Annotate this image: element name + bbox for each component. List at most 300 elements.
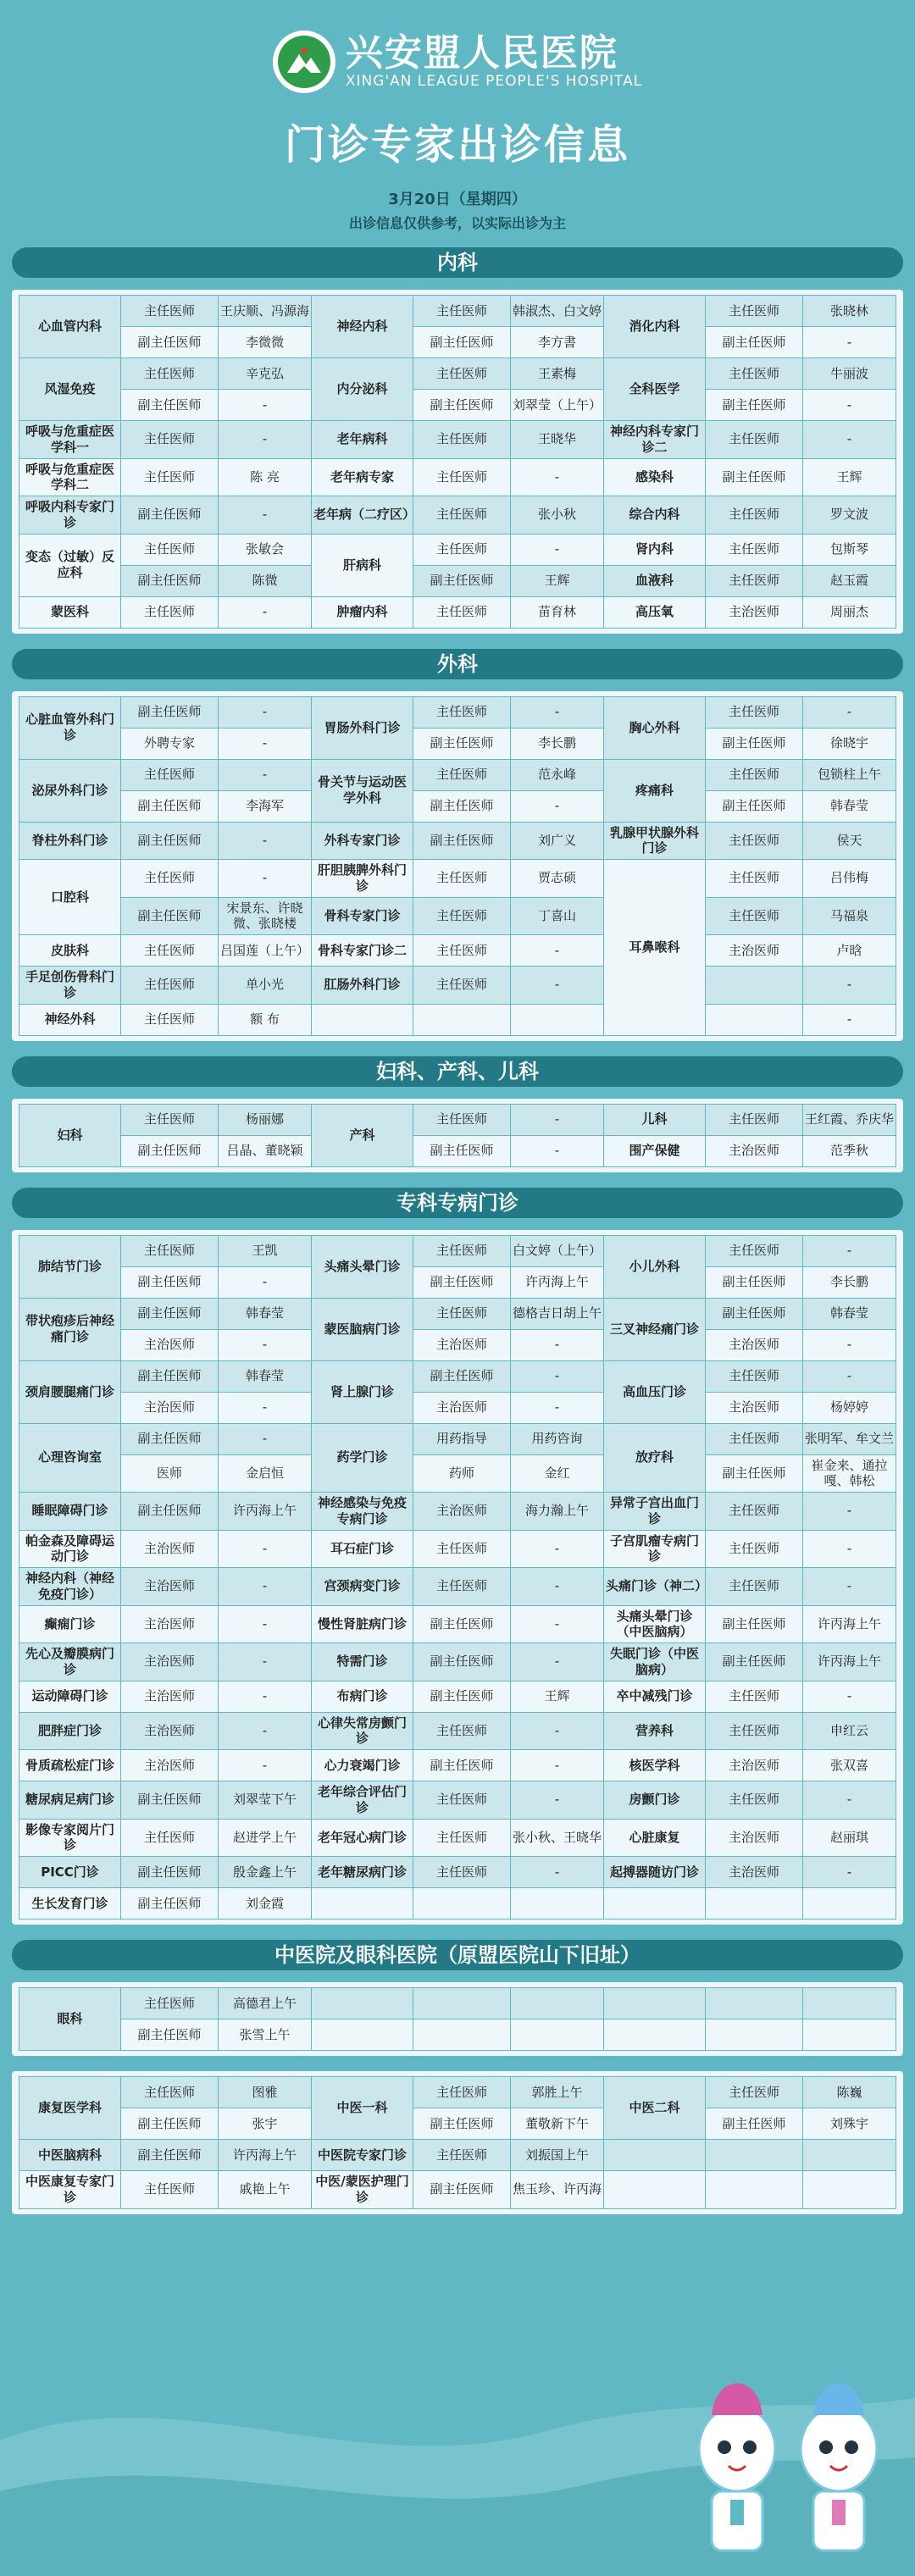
department-cell: 肾上腺门诊: [312, 1360, 413, 1423]
schedule-cell: -: [803, 390, 896, 421]
department-cell: 高压氧: [604, 596, 706, 628]
department-cell: 老年冠心病门诊: [312, 1819, 413, 1857]
schedule-cell: 用药咨询: [511, 1423, 604, 1454]
schedule-cell: 陈 亮: [219, 458, 312, 496]
schedule-cell: -: [219, 759, 312, 790]
schedule-cell: 包斯琴: [803, 534, 896, 565]
schedule-cell: -: [803, 1530, 896, 1568]
schedule-cell: 副主任医师: [413, 728, 511, 759]
department-cell: 宫颈病变门诊: [312, 1568, 413, 1606]
department-cell: 核医学科: [604, 1750, 706, 1781]
schedule-cell: 主任医师: [121, 1988, 219, 2019]
schedule-cell: 许丙海上午: [219, 1493, 312, 1531]
schedule-cell: 副主任医师: [121, 696, 219, 728]
schedule-cell: 辛克弘: [219, 358, 312, 390]
table-row: [19, 1857, 896, 1888]
table-row: [19, 421, 896, 459]
schedule-cell: 副主任医师: [121, 1888, 219, 1920]
schedule-table-panel: [12, 2071, 903, 2214]
schedule-cell: 主任医师: [413, 296, 511, 327]
schedule-cell: 王庆顺、冯源海: [219, 296, 312, 327]
table-row: [19, 1266, 896, 1298]
department-cell: 高血压门诊: [604, 1360, 706, 1423]
department-cell: 肝胆胰脾外科门诊: [312, 860, 413, 898]
department-cell: 中医院专家门诊: [312, 2140, 413, 2171]
schedule-cell: 副主任医师: [121, 2019, 219, 2051]
schedule-cell: 王晓华: [511, 421, 604, 459]
schedule-cell: -: [219, 822, 312, 860]
schedule-cell: 主任医师: [121, 296, 219, 327]
department-cell: 脊柱外科门诊: [19, 822, 121, 860]
schedule-cell: 副主任医师: [413, 390, 511, 421]
department-cell: 老年病科: [312, 421, 413, 459]
department-cell: 特需门诊: [312, 1643, 413, 1681]
schedule-cell: 主任医师: [413, 1712, 511, 1750]
logo-row: [0, 30, 915, 93]
schedule-cell: 主任医师: [706, 1423, 803, 1454]
department-cell: [604, 2140, 706, 2171]
schedule-cell: 主任医师: [706, 897, 803, 935]
schedule-cell: 主任医师: [706, 1681, 803, 1712]
department-cell: 中医二科: [604, 2077, 706, 2140]
schedule-cell: 李方書: [511, 327, 604, 358]
department-cell: 睡眠障碍门诊: [19, 1493, 121, 1531]
schedule-cell: 副主任医师: [706, 458, 803, 496]
department-cell: 乳腺甲状腺外科门诊: [604, 822, 706, 860]
table-row: [19, 1493, 896, 1531]
department-cell: [312, 2019, 413, 2051]
schedule-cell: 主治医师: [706, 935, 803, 967]
schedule-cell: 主任医师: [413, 358, 511, 390]
schedule-cell: -: [803, 696, 896, 728]
table-row: [19, 1392, 896, 1423]
table-row: [19, 1104, 896, 1135]
schedule-cell: [803, 2171, 896, 2209]
department-cell: 心律失常房颤门诊: [312, 1712, 413, 1750]
schedule-cell: [706, 1888, 803, 1920]
department-cell: 子宫肌瘤专病门诊: [604, 1530, 706, 1568]
schedule-table: [19, 1235, 896, 1920]
department-cell: 心力衰竭门诊: [312, 1750, 413, 1781]
logo-emblem: [278, 36, 330, 88]
schedule-cell: 主治医师: [706, 1329, 803, 1360]
schedule-cell: 副主任医师: [121, 327, 219, 358]
table-row: [19, 897, 896, 935]
department-cell: 先心及瓣膜病门诊: [19, 1643, 121, 1681]
table-row: [19, 696, 896, 728]
department-cell: 妇科: [19, 1104, 121, 1166]
mascot-left: [699, 2384, 775, 2551]
department-cell: [312, 1888, 413, 1920]
department-cell: 影像专家阅片门诊: [19, 1819, 121, 1857]
table-row: [19, 1530, 896, 1568]
department-cell: 血液科: [604, 565, 706, 596]
schedule-cell: 张小秋: [511, 496, 604, 535]
department-cell: 围产保健: [604, 1135, 706, 1166]
department-cell: 肺结节门诊: [19, 1235, 121, 1298]
department-cell: 耳石症门诊: [312, 1530, 413, 1568]
schedule-cell: 主治医师: [413, 1392, 511, 1423]
schedule-cell: 李微微: [219, 327, 312, 358]
department-cell: 骨科专家门诊二: [312, 935, 413, 967]
schedule-cell: -: [219, 696, 312, 728]
schedule-cell: 主治医师: [706, 1750, 803, 1781]
department-cell: 呼吸与危重症医学科二: [19, 458, 121, 496]
schedule-cell: 张宇: [219, 2108, 312, 2140]
schedule-cell: -: [511, 1530, 604, 1568]
schedule-table: [19, 696, 896, 1036]
schedule-cell: 范季秋: [803, 1135, 896, 1166]
department-cell: [604, 1888, 706, 1920]
table-row: [19, 1681, 896, 1712]
schedule-cell: 副主任医师: [121, 1781, 219, 1820]
department-cell: 神经内科: [312, 296, 413, 358]
department-cell: 老年病专家: [312, 458, 413, 496]
schedule-cell: 许丙海上午: [219, 2140, 312, 2171]
schedule-cell: 主任医师: [706, 1104, 803, 1135]
table-row: [19, 1712, 896, 1750]
schedule-cell: -: [803, 327, 896, 358]
department-cell: 卒中减残门诊: [604, 1681, 706, 1712]
schedule-cell: -: [803, 1360, 896, 1392]
schedule-cell: -: [511, 696, 604, 728]
schedule-cell: 主任医师: [706, 860, 803, 898]
schedule-cell: 范永峰: [511, 759, 604, 790]
schedule-cell: 刘振国上午: [511, 2140, 604, 2171]
schedule-cell: -: [219, 1681, 312, 1712]
table-row: [19, 1298, 896, 1329]
department-cell: 心脏康复: [604, 1819, 706, 1857]
schedule-cell: -: [511, 1712, 604, 1750]
schedule-cell: -: [219, 728, 312, 759]
schedule-cell: 主任医师: [706, 1493, 803, 1531]
table-row: [19, 358, 896, 390]
schedule-cell: 杨婷婷: [803, 1392, 896, 1423]
schedule-cell: -: [511, 1568, 604, 1606]
schedule-cell: 主任医师: [121, 1004, 219, 1035]
table-row: [19, 458, 896, 496]
table-row: [19, 1781, 896, 1820]
schedule-cell: -: [511, 1104, 604, 1135]
schedule-cell: [511, 1988, 604, 2019]
table-row: [19, 1004, 896, 1035]
schedule-cell: 张小秋、王晓华: [511, 1819, 604, 1857]
table-row: [19, 596, 896, 628]
department-cell: 胸心外科: [604, 696, 706, 759]
department-cell: 疼痛科: [604, 759, 706, 822]
schedule-cell: 主任医师: [413, 696, 511, 728]
schedule-cell: 副主任医师: [121, 496, 219, 535]
schedule-cell: [413, 2019, 511, 2051]
schedule-cell: 主任医师: [706, 696, 803, 728]
department-cell: 布病门诊: [312, 1681, 413, 1712]
schedule-cell: 杨丽娜: [219, 1104, 312, 1135]
schedule-cell: 许丙海上午: [511, 1266, 604, 1298]
schedule-cell: 主任医师: [413, 1298, 511, 1329]
department-cell: 心血管内科: [19, 296, 121, 358]
schedule-cell: 副主任医师: [413, 790, 511, 822]
schedule-cell: 苗育林: [511, 596, 604, 628]
table-row: [19, 1605, 896, 1643]
schedule-cell: 王红霞、乔庆华: [803, 1104, 896, 1135]
schedule-cell: 侯天: [803, 822, 896, 860]
schedule-cell: -: [219, 860, 312, 898]
schedule-cell: 副主任医师: [413, 2171, 511, 2209]
schedule-cell: -: [803, 1235, 896, 1266]
schedule-cell: 主任医师: [121, 2171, 219, 2209]
schedule-cell: 韩春莹: [219, 1298, 312, 1329]
schedule-cell: 金红: [511, 1454, 604, 1493]
schedule-cell: 张雪上午: [219, 2019, 312, 2051]
section-title: 妇科、产科、儿科: [12, 1056, 903, 1087]
schedule-cell: 主任医师: [413, 421, 511, 459]
department-cell: 神经内科专家门诊二: [604, 421, 706, 459]
schedule-cell: [706, 2171, 803, 2209]
schedule-cell: 副主任医师: [706, 1266, 803, 1298]
schedule-cell: -: [511, 1781, 604, 1820]
schedule-cell: 副主任医师: [121, 1857, 219, 1888]
schedule-cell: 主任医师: [413, 2140, 511, 2171]
schedule-cell: 主任医师: [121, 1235, 219, 1266]
schedule-cell: 主任医师: [413, 1819, 511, 1857]
schedule-cell: 主治医师: [121, 1530, 219, 1568]
table-row: [19, 1235, 896, 1266]
table-row: [19, 860, 896, 898]
department-cell: 产科: [312, 1104, 413, 1166]
schedule-cell: -: [511, 1392, 604, 1423]
schedule-cell: 主任医师: [413, 759, 511, 790]
schedule-cell: [413, 1004, 511, 1035]
schedule-cell: 贾志硕: [511, 860, 604, 898]
schedule-table-panel: [12, 1230, 903, 1925]
schedule-cell: 主任医师: [706, 1568, 803, 1606]
schedule-cell: 戚艳上午: [219, 2171, 312, 2209]
schedule-cell: 主任医师: [121, 935, 219, 967]
schedule-cell: 殷金鑫上午: [219, 1857, 312, 1888]
table-row: [19, 728, 896, 759]
department-cell: 中医脑病科: [19, 2140, 121, 2171]
schedule-cell: -: [803, 1857, 896, 1888]
table-row: [19, 759, 896, 790]
schedule-cell: 主任医师: [121, 759, 219, 790]
table-row: [19, 1568, 896, 1606]
schedule-cell: 副主任医师: [413, 1360, 511, 1392]
schedule-cell: 主治医师: [121, 1750, 219, 1781]
schedule-cell: 副主任医师: [121, 790, 219, 822]
schedule-cell: 副主任医师: [413, 327, 511, 358]
schedule-cell: -: [511, 1857, 604, 1888]
department-cell: 骨质疏松症门诊: [19, 1750, 121, 1781]
schedule-cell: 副主任医师: [121, 1266, 219, 1298]
page-title: 门诊专家出诊信息: [284, 121, 630, 169]
department-cell: 头痛头晕门诊: [312, 1235, 413, 1298]
schedule-cell: 焦玉珍、许丙海: [511, 2171, 604, 2209]
schedule-cell: -: [511, 458, 604, 496]
section-title: 中医院及眼科医院（原盟医院山下旧址）: [12, 1940, 903, 1970]
department-cell: 老年糖尿病门诊: [312, 1857, 413, 1888]
department-cell: 蒙医科: [19, 596, 121, 628]
schedule-cell: [706, 967, 803, 1005]
schedule-cell: 刘金霞: [219, 1888, 312, 1920]
schedule-cell: 主任医师: [121, 458, 219, 496]
schedule-cell: 副主任医师: [413, 1681, 511, 1712]
schedule-cell: 主任医师: [413, 596, 511, 628]
sections-container: [0, 247, 915, 2214]
schedule-cell: 主任医师: [413, 534, 511, 565]
schedule-cell: 王辉: [511, 1681, 604, 1712]
schedule-cell: 主任医师: [706, 1530, 803, 1568]
table-row: [19, 1988, 896, 2019]
schedule-cell: 主任医师: [706, 496, 803, 535]
department-cell: 颈肩腰腿痛门诊: [19, 1360, 121, 1423]
schedule-cell: 主任医师: [121, 2077, 219, 2108]
schedule-cell: 许丙海上午: [803, 1643, 896, 1681]
schedule-cell: 药师: [413, 1454, 511, 1493]
schedule-cell: 王辉: [511, 565, 604, 596]
schedule-cell: 赵丽琪: [803, 1819, 896, 1857]
schedule-cell: 副主任医师: [121, 390, 219, 421]
department-cell: 房颤门诊: [604, 1781, 706, 1820]
schedule-cell: 主任医师: [121, 860, 219, 898]
section-title: 内科: [12, 247, 903, 278]
department-cell: 老年综合评估门诊: [312, 1781, 413, 1820]
department-cell: 变态（过敏）反应科: [19, 534, 121, 596]
schedule-table-panel: [12, 1099, 903, 1172]
schedule-cell: 白文婷（上午）: [511, 1235, 604, 1266]
schedule-cell: 王凯: [219, 1235, 312, 1266]
schedule-cell: -: [511, 935, 604, 967]
table-row: [19, 2019, 896, 2051]
schedule-cell: -: [511, 1135, 604, 1166]
schedule-cell: 主治医师: [706, 1135, 803, 1166]
schedule-cell: 医师: [121, 1454, 219, 1493]
department-cell: 营养科: [604, 1712, 706, 1750]
department-cell: 三叉神经痛门诊: [604, 1298, 706, 1360]
department-cell: 药学门诊: [312, 1423, 413, 1493]
schedule-cell: 韩春莹: [219, 1360, 312, 1392]
schedule-cell: 主任医师: [413, 1857, 511, 1888]
schedule-cell: 用药指导: [413, 1423, 511, 1454]
schedule-cell: [706, 2019, 803, 2051]
hospital-name-en: XING'AN LEAGUE PEOPLE'S HOSPITAL: [345, 73, 643, 91]
schedule-table: [19, 1987, 896, 2051]
schedule-cell: 徐晓宇: [803, 728, 896, 759]
department-cell: 放疗科: [604, 1423, 706, 1493]
schedule-cell: 主任医师: [121, 421, 219, 459]
schedule-cell: 主任医师: [706, 358, 803, 390]
department-cell: 骨科专家门诊: [312, 897, 413, 935]
schedule-cell: 主治医师: [706, 596, 803, 628]
schedule-cell: 主任医师: [121, 1819, 219, 1857]
schedule-cell: [803, 1988, 896, 2019]
schedule-cell: -: [511, 534, 604, 565]
schedule-cell: -: [219, 1568, 312, 1606]
table-row: [19, 1423, 896, 1454]
schedule-cell: [413, 1988, 511, 2019]
table-row: [19, 2077, 896, 2108]
schedule-cell: 图雅: [219, 2077, 312, 2108]
department-cell: 蒙医脑病门诊: [312, 1298, 413, 1360]
schedule-cell: 吕国莲（上午）: [219, 935, 312, 967]
department-cell: PICC门诊: [19, 1857, 121, 1888]
schedule-cell: [706, 1004, 803, 1035]
schedule-cell: 主任医师: [413, 458, 511, 496]
department-cell: 呼吸内科专家门诊: [19, 496, 121, 535]
schedule-cell: 主任医师: [706, 1360, 803, 1392]
schedule-cell: -: [219, 1266, 312, 1298]
department-cell: 神经外科: [19, 1004, 121, 1035]
schedule-cell: 主任医师: [413, 1568, 511, 1606]
schedule-cell: -: [219, 1643, 312, 1681]
schedule-cell: 张双喜: [803, 1750, 896, 1781]
schedule-cell: 陈巍: [803, 2077, 896, 2108]
department-cell: 耳鼻喉科: [604, 860, 706, 1036]
schedule-cell: 主治医师: [121, 1392, 219, 1423]
schedule-cell: 主任医师: [706, 1781, 803, 1820]
table-row: [19, 822, 896, 860]
department-cell: 生长发育门诊: [19, 1888, 121, 1920]
table-row: [19, 935, 896, 967]
table-row: [19, 327, 896, 358]
table-row: [19, 565, 896, 596]
department-cell: 头痛门诊（神二）: [604, 1568, 706, 1606]
schedule-cell: 王素梅: [511, 358, 604, 390]
schedule-cell: 赵进学上午: [219, 1819, 312, 1857]
schedule-cell: 主治医师: [121, 1712, 219, 1750]
schedule-table-panel: [12, 290, 903, 634]
department-cell: 肛肠外科门诊: [312, 967, 413, 1005]
table-row: [19, 1819, 896, 1857]
schedule-cell: 主任医师: [706, 565, 803, 596]
schedule-cell: 马福泉: [803, 897, 896, 935]
table-row: [19, 2108, 896, 2140]
mascot-illustration: [678, 2356, 898, 2576]
schedule-cell: 宋景东、许晓微、张晓楼: [219, 897, 312, 935]
schedule-cell: 副主任医师: [413, 1605, 511, 1643]
schedule-cell: 主任医师: [706, 421, 803, 459]
department-cell: 中医/蒙医护理门诊: [312, 2171, 413, 2209]
schedule-cell: -: [219, 496, 312, 535]
schedule-cell: 主治医师: [706, 1857, 803, 1888]
schedule-cell: 张明军、牟文兰: [803, 1423, 896, 1454]
department-cell: 心脏血管外科门诊: [19, 696, 121, 759]
department-cell: 口腔科: [19, 860, 121, 935]
department-cell: 眼科: [19, 1988, 121, 2051]
department-cell: [312, 1988, 413, 2019]
table-row: [19, 390, 896, 421]
department-cell: 儿科: [604, 1104, 706, 1135]
department-cell: 癫痫门诊: [19, 1605, 121, 1643]
schedule-cell: 副主任医师: [706, 790, 803, 822]
table-row: [19, 2140, 896, 2171]
schedule-cell: -: [219, 1423, 312, 1454]
schedule-cell: 主任医师: [413, 1104, 511, 1135]
schedule-cell: 主治医师: [121, 1605, 219, 1643]
table-row: [19, 1454, 896, 1493]
schedule-note: 出诊信息仅供参考，以实际出诊为主: [348, 215, 566, 231]
schedule-cell: 主任医师: [706, 822, 803, 860]
schedule-table-panel: [12, 691, 903, 1041]
schedule-cell: 主任医师: [413, 935, 511, 967]
table-row: [19, 1329, 896, 1360]
schedule-cell: 主任医师: [121, 596, 219, 628]
schedule-cell: 副主任医师: [706, 327, 803, 358]
department-cell: 胃肠外科门诊: [312, 696, 413, 759]
department-cell: 心理咨询室: [19, 1423, 121, 1493]
department-cell: [604, 2019, 706, 2051]
department-cell: 运动障碍门诊: [19, 1681, 121, 1712]
schedule-cell: 副主任医师: [706, 1454, 803, 1493]
